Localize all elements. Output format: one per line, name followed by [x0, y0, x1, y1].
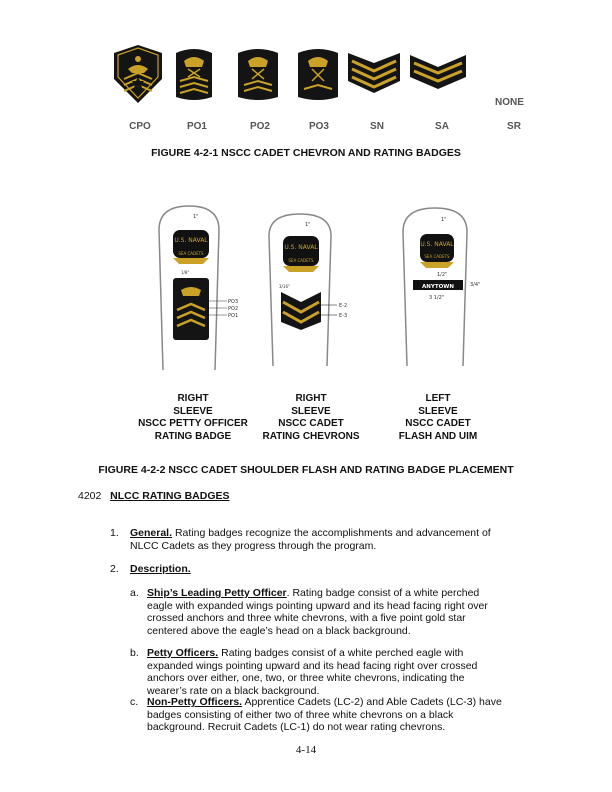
section-title: NLCC RATING BADGES — [110, 490, 230, 502]
badge-label-cpo: CPO — [129, 121, 151, 132]
po1-badge — [176, 49, 212, 100]
badge-label-sr: SR — [507, 121, 521, 132]
dim-1-8: 1/8" — [181, 270, 190, 275]
patch-text-bottom: SEA CADETS — [178, 251, 204, 256]
tick-e3: E-3 — [339, 313, 348, 319]
dim-3-4: 3/4" — [470, 282, 481, 288]
dim-3-16: 3/16" — [279, 284, 290, 289]
badge-label-po3: PO3 — [308, 121, 329, 132]
sn-badge — [348, 53, 400, 93]
page-number: 4-14 — [295, 744, 317, 756]
item-b-num: b. — [130, 647, 139, 659]
patch2-text-top: U.S. NAVAL — [284, 244, 318, 251]
po2-badge — [238, 49, 278, 100]
item-1-num: 1. — [110, 527, 119, 539]
patch3-text-bottom: SEA CADETS — [424, 254, 450, 259]
patch2-text-bottom: SEA CADETS — [288, 258, 314, 263]
figure-2-caption: FIGURE 4-2-2 NSCC CADET SHOULDER FLASH AND RATING BADGE PLACEMENT — [98, 464, 514, 476]
badge-label-sa: SA — [435, 121, 449, 132]
figure-1-caption: FIGURE 4-2-1 NSCC CADET CHEVRON AND RATING BADGES — [151, 147, 461, 159]
caption-sleeve-3: LEFT SLEEVE NSCC CADET FLASH AND UIM — [398, 393, 478, 442]
dim-half: 1/2" — [437, 272, 448, 278]
tick-po1: PO1 — [228, 313, 239, 319]
flash-text: ANYTOWN — [422, 284, 454, 290]
badge-label-po2: PO2 — [249, 121, 270, 132]
po3-badge — [298, 49, 338, 100]
rating-badges-graphic — [110, 45, 470, 105]
caption-sleeve-2: RIGHT SLEEVE NSCC CADET RATING CHEVRONS — [262, 393, 360, 442]
item-1-general: General. Rating badges recognize the accomplishments and advancement of NLCC Cadets as they progress through the program. — [130, 527, 491, 552]
item-c-text: Non-Petty Officers. Apprentice Cadets (LC-2) and Able Cadets (LC-3) have badges consisting of either two of three white chevrons on a black background. Recruit Cadets (LC-1) do not wear rating chevrons. — [147, 696, 502, 733]
sa-badge — [410, 55, 466, 89]
sleeve-diagrams — [145, 200, 495, 372]
cpo-badge — [114, 45, 162, 103]
badge-label-sn: SN — [370, 121, 384, 132]
dim-3-1-2: 3 1/2" — [429, 295, 445, 301]
item-2-description: Description. — [130, 563, 191, 575]
sleeve-right-po-patch — [173, 214, 238, 340]
patch3-text-top: U.S. NAVAL — [420, 241, 454, 248]
item-b-text: Petty Officers. Rating badges consist of a white perched eagle with expanded wings pointing upward and its head facing right over crossed anchors over either, one, two, or three white chevrons, indicating the wearer’s rate on a black background. — [147, 647, 478, 697]
item-a-num: a. — [130, 587, 139, 599]
caption-sleeve-1: RIGHT SLEEVE NSCC PETTY OFFICER RATING BADGE — [138, 393, 248, 442]
item-2-num: 2. — [110, 563, 119, 575]
item-c-num: c. — [130, 696, 139, 708]
section-header — [78, 490, 230, 502]
tick-po3: PO3 — [228, 299, 239, 305]
item-a-text: Ship’s Leading Petty Officer. Rating badge consist of a white perched eagle with expanded wings pointing upward and its head facing right over crossed anchors and three white chevrons, with a five point gold star centered above the eagle’s head on a black background. — [147, 587, 488, 637]
section-number: 4202 — [78, 490, 102, 502]
sleeve-left-flash-patch — [413, 217, 480, 301]
tick-e2: E-2 — [339, 303, 348, 309]
badge-label-po1: PO1 — [186, 121, 207, 132]
sleeve-right-chevrons-patch — [279, 222, 347, 330]
dim-1in-b: 1" — [305, 222, 311, 228]
dim-1in-c: 1" — [441, 217, 447, 223]
tick-po2: PO2 — [228, 306, 239, 312]
dim-1in-a: 1" — [193, 214, 199, 220]
sr-none-label: NONE — [495, 97, 524, 108]
patch-text-top: U.S. NAVAL — [174, 237, 208, 244]
